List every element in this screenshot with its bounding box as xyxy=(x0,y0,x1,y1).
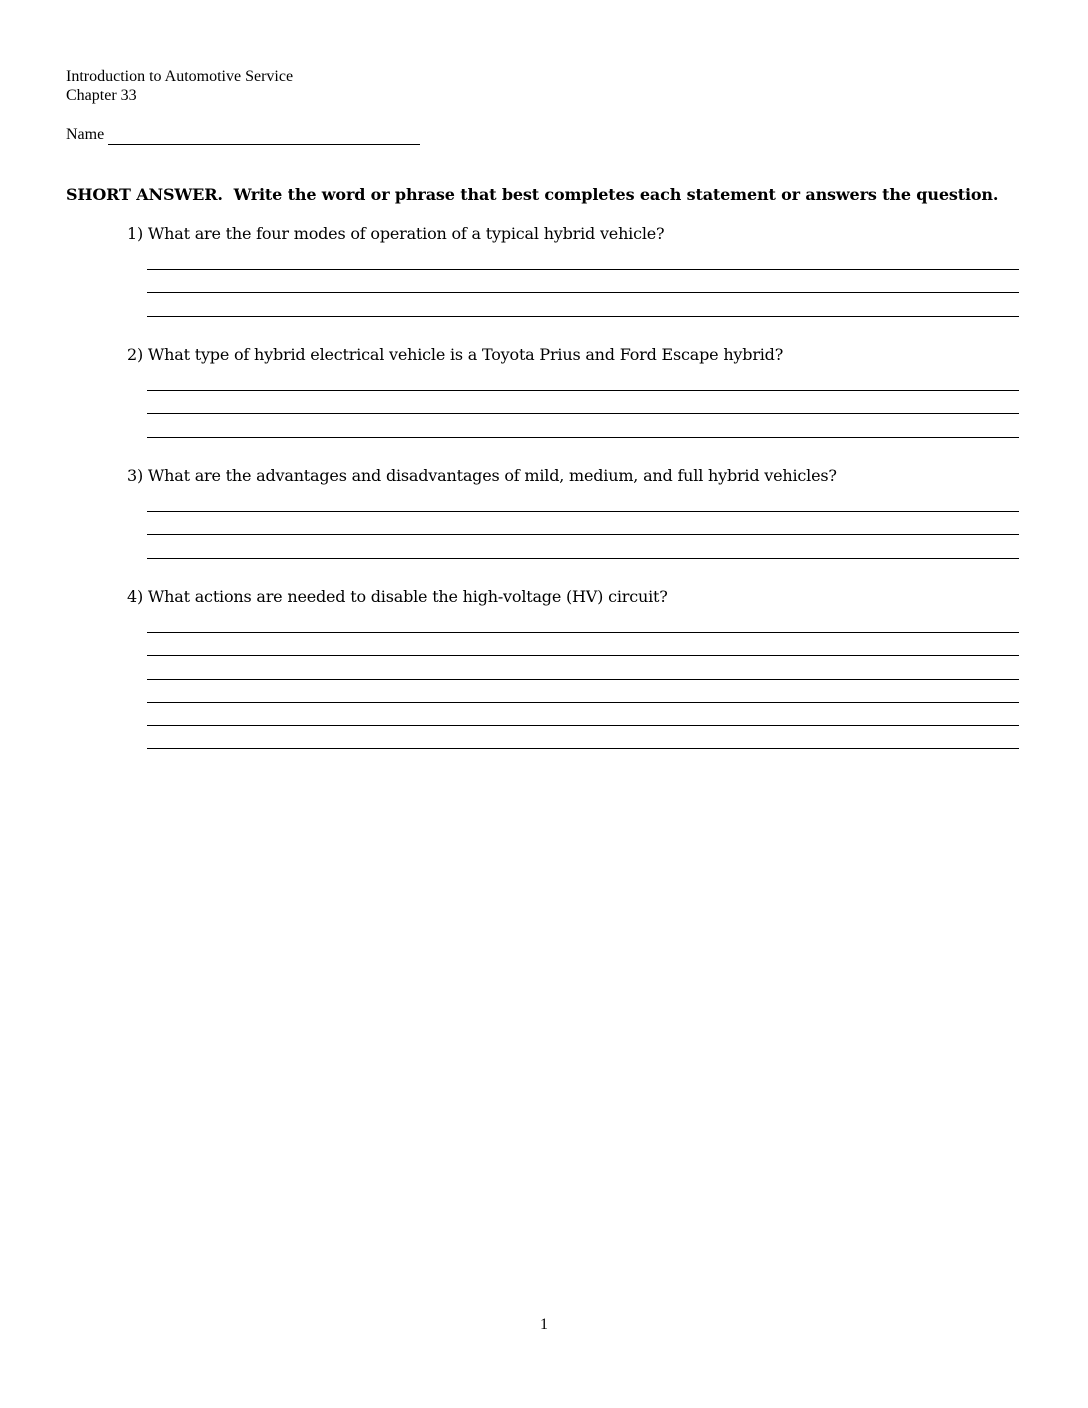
question-4-text: 4) What actions are needed to disable the high-voltage (HV) circuit? xyxy=(127,587,668,606)
question-4-answer-line[interactable] xyxy=(147,655,1019,656)
question-4-answer-line[interactable] xyxy=(147,702,1019,703)
question-4-answer-line[interactable] xyxy=(147,748,1019,749)
question-4-answer-line[interactable] xyxy=(147,679,1019,680)
instructions-text: Write the word or phrase that best completes each statement or answers the question. xyxy=(233,185,999,204)
question-3-text: 3) What are the advantages and disadvantages of mild, medium, and full hybrid vehicles? xyxy=(127,466,837,485)
question-3-answer-line[interactable] xyxy=(147,534,1019,535)
question-4-answer-line[interactable] xyxy=(147,632,1019,633)
page-number: 1 xyxy=(540,1316,548,1333)
question-1-answer-line[interactable] xyxy=(147,269,1019,270)
question-1-answer-line[interactable] xyxy=(147,316,1019,317)
chapter-label: Chapter 33 xyxy=(66,87,137,104)
question-2-answer-line[interactable] xyxy=(147,413,1019,414)
question-3-answer-line[interactable] xyxy=(147,558,1019,559)
question-1-answer-line[interactable] xyxy=(147,292,1019,293)
course-title: Introduction to Automotive Service xyxy=(66,68,294,85)
question-4-answer-line[interactable] xyxy=(147,725,1019,726)
instructions xyxy=(66,185,998,205)
instructions-lead: SHORT ANSWER. xyxy=(66,185,223,204)
question-2-answer-line[interactable] xyxy=(147,390,1019,391)
question-1-text: 1) What are the four modes of operation of a typical hybrid vehicle? xyxy=(127,224,665,243)
question-3-answer-line[interactable] xyxy=(147,511,1019,512)
question-2-text: 2) What type of hybrid electrical vehicle is a Toyota Prius and Ford Escape hybrid? xyxy=(127,345,784,364)
question-2-answer-line[interactable] xyxy=(147,437,1019,438)
name-field[interactable] xyxy=(108,144,420,145)
name-label: Name xyxy=(66,126,105,143)
